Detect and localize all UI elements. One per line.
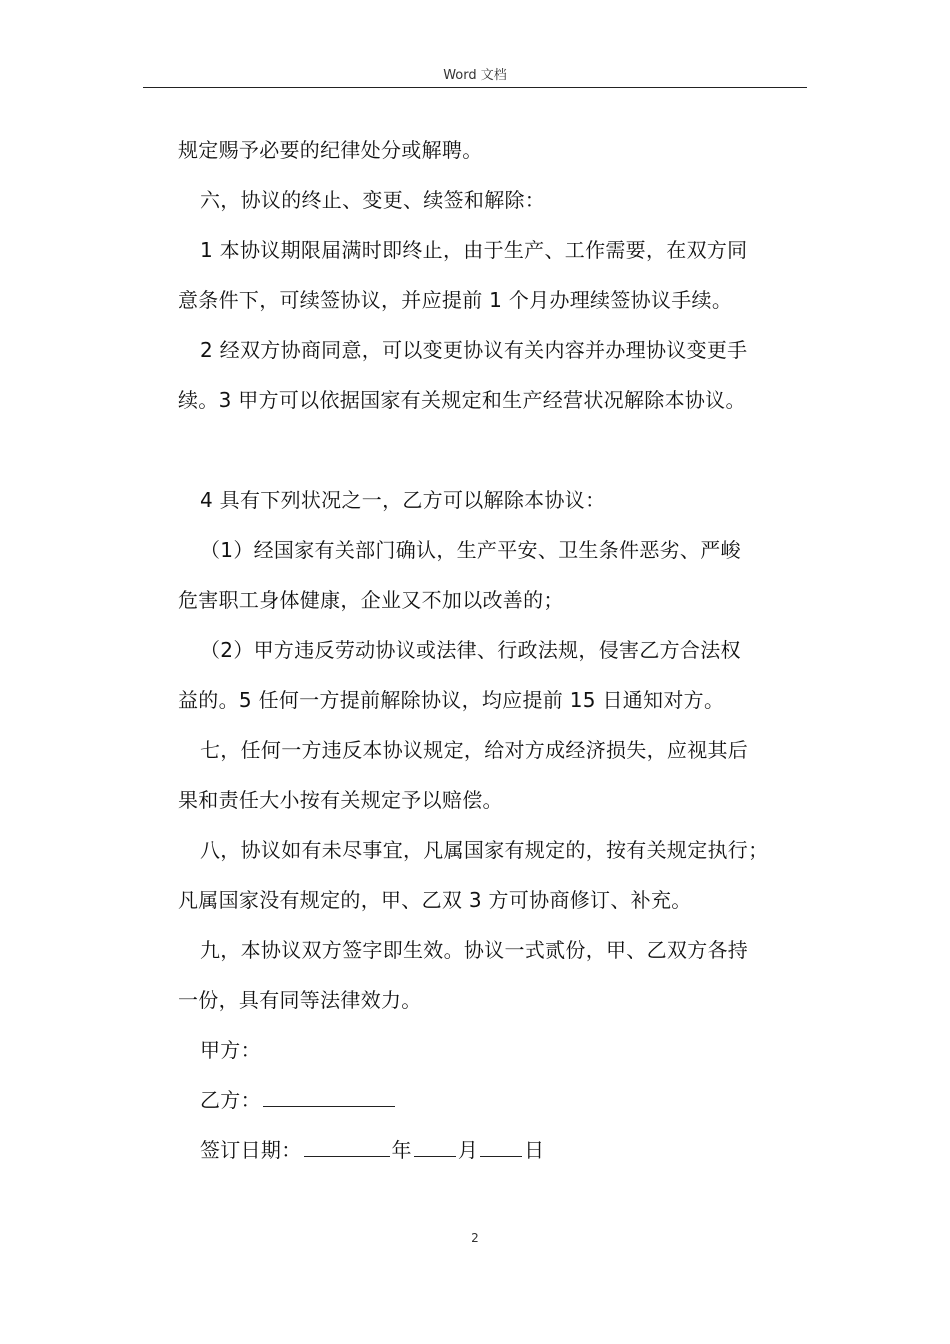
body-line: 2 经双方协商同意，可以变更协议有关内容并办理协议变更手	[200, 338, 748, 362]
document-header-title: Word 文档	[443, 68, 507, 83]
year-label: 年	[391, 1138, 412, 1162]
body-line: 一份，具有同等法律效力。	[178, 988, 422, 1012]
party-a-label: 甲方：	[200, 1038, 261, 1062]
date-label: 签订日期：	[200, 1138, 302, 1162]
section-heading: 八，协议如有未尽事宜，凡属国家有规定的，按有关规定执行；	[200, 838, 769, 862]
header-divider	[143, 87, 807, 88]
body-line: 1 本协议期限届满时即终止，由于生产、工作需要，在双方同	[200, 238, 748, 262]
body-line: 益的。5 任何一方提前解除协议，均应提前 15 日通知对方。	[178, 688, 725, 712]
body-line: 4 具有下列状况之一，乙方可以解除本协议：	[200, 488, 606, 512]
body-line: 续。3 甲方可以依据国家有关规定和生产经营状况解除本协议。	[178, 388, 746, 412]
day-blank-line	[480, 1155, 522, 1157]
month-label: 月	[457, 1138, 479, 1162]
body-line: 规定赐予必要的纪律处分或解聘。	[178, 138, 483, 162]
page-number: 2	[471, 1231, 479, 1245]
party-b-blank-line	[263, 1105, 395, 1107]
party-b-signature	[200, 1086, 397, 1114]
section-heading: 七，任何一方违反本协议规定，给对方成经济损失，应视其后	[200, 738, 749, 762]
body-line: 果和责任大小按有关规定予以赔偿。	[178, 788, 503, 812]
party-a-signature	[200, 1036, 261, 1064]
body-line: 危害职工身体健康，企业又不加以改善的；	[178, 588, 564, 612]
party-b-label: 乙方：	[200, 1088, 261, 1112]
signing-date	[200, 1136, 544, 1164]
section-heading: 九，本协议双方签字即生效。协议一式贰份，甲、乙双方各持	[200, 938, 749, 962]
section-heading: 六，协议的终止、变更、续签和解除：	[200, 188, 546, 212]
month-blank-line	[414, 1155, 456, 1157]
body-line: （2）甲方违反劳动协议或法律、行政法规，侵害乙方合法权	[200, 638, 741, 662]
body-line: 凡属国家没有规定的，甲、乙双 3 方可协商修订、补充。	[178, 888, 692, 912]
body-line: 意条件下，可续签协议，并应提前 1 个月办理续签协议手续。	[178, 288, 733, 312]
day-label: 日	[524, 1138, 545, 1162]
year-blank-line	[304, 1155, 390, 1157]
body-line: （1）经国家有关部门确认，生产平安、卫生条件恶劣、严峻	[200, 538, 741, 562]
